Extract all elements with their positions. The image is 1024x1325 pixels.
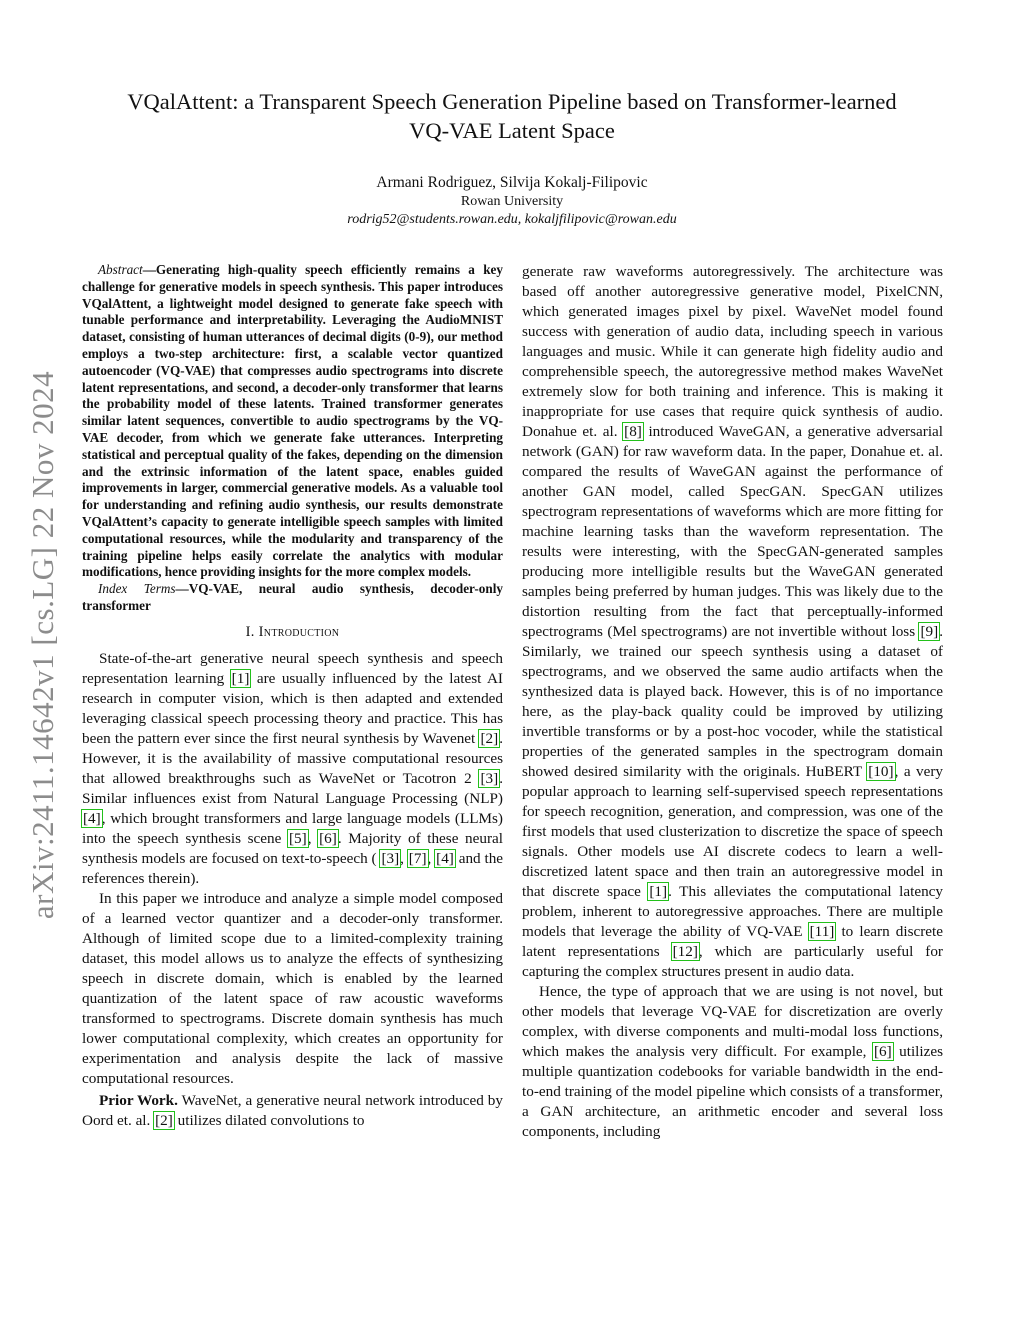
text-run: . Similar influences exist from Natural Language Processing (NLP)	[82, 769, 503, 807]
citation-link[interactable]: [5]	[288, 829, 307, 847]
text-run: Hence, the type of approach that we are using is not novel, but other models that leverage VQ-VAE for discretization are overly complex, with diverse components and multi-modal loss functions, which makes the analysis very difficult. For example,	[522, 983, 943, 1060]
approach-paragraph	[522, 982, 943, 1142]
citation-link[interactable]: [3]	[480, 769, 499, 787]
arxiv-side-stamp	[20, 345, 66, 945]
left-column	[82, 262, 503, 1131]
prior-work-continued	[522, 262, 943, 982]
text-run: . However, it is the availability of massive computational resources that allowed breakthroughs such as WaveNet or Tacotron 2	[82, 729, 503, 787]
affiliation: Rowan University	[460, 194, 564, 209]
index-terms	[82, 581, 503, 615]
citation-link[interactable]: [1]	[649, 883, 668, 900]
citation-link[interactable]: [4]	[436, 849, 454, 867]
authors: Armani Rodriguez, Silvija Kokalj-Filipovic	[376, 174, 648, 191]
abstract-text: —Generating high-quality speech efficiently remains a key challenge for generative models in speech synthesis. This paper introduces VQalAttent, a lightweight model designed to generate fake speech with tunable performance and interpretability. Leveraging the AudioMNIST dataset, consisting of human utterances of decimal digits (0-9), our method employs a two-step architecture: first, a scalable vector quantized autoencoder (VQ-VAE) that compresses audio spectrograms into discrete latent representations, and second, a decoder-only transformer that learns the probability model of these latents. Trained transformer generates similar latent sequences, convertible to audio spectrograms by the VQ-VAE decoder, from which we generate fake utterances. Interpreting statistical and perceptual quality of the fakes, depending on the dimension and the extrinsic information of the latent space, enables guided improvements in larger, commercial generative models. As a valuable tool for understanding and refining audio synthesis, our results demonstrate VQalAttent’s capacity to generate intelligible speech samples with limited computational resources, while the modularity and transparency of the training pipeline helps easily correlate the analytics with modular modifications, hence providing insights for the more complex models.	[82, 262, 503, 580]
citation-link[interactable]: [12]	[672, 943, 698, 960]
intro-paragraph-2: In this paper we introduce and analyze a simple model composed of a learned vector quantizer and a decoder-only transformer. Although of limited scope due to a limited-complexity training dataset, this model allows us to analyze the effects of synthesizing speech in discrete domain, which is enabled by the learned quantization of the latent space of raw acoustic waveforms transformed to spectrograms. Discrete domain synthesis has much lower computational complexity, which creates an opportunity for experimentation and analysis despite the lack of massive computational resources.	[82, 889, 503, 1087]
citation-link[interactable]: [4]	[83, 809, 101, 827]
text-run: and the references therein).	[82, 849, 504, 887]
author-emails[interactable]: rodrig52@students.rowan.edu, kokaljfilipovic@rowan.edu	[347, 212, 677, 227]
abstract-label: Abstract	[98, 262, 143, 277]
text-run: generate raw waveforms autoregressively. The architecture was based off another autoregressive generative model, PixelCNN, which generated images pixel by pixel. WaveNet model found success with generation of audio data, including speech in various languages and music. While it can generate high fidelity audio and comprehensible speech, the autoregressive method makes WaveNet extremely slow for both training and inference. This is making it inappropriate for use cases that require quick synthesis of audio. Donahue et. al.	[522, 263, 943, 440]
text-run: State-of-the-art generative neural speech synthesis and speech representation learning	[82, 649, 503, 687]
text-run: utilizes multiple quantization codebooks for variable bandwidth in the end-to-end training of the model pipeline which consists of a transformer, a GAN architecture, an arithmetic encoder and several loss components, including	[522, 1043, 943, 1140]
arxiv-identifier[interactable]: arXiv:2411.14642v1 [cs.LG] 22 Nov 2024	[25, 370, 60, 920]
text-run: WaveNet, a generative neural network introduced by Oord et. al.	[82, 1091, 503, 1129]
text-run: are usually influenced by the latest AI research in computer vision, which is then adapted and extended leveraging classical speech processing theory and practice. This has been the pattern ever since the first neural synthesis by Wavenet	[82, 669, 503, 747]
text-run: ,	[307, 829, 319, 847]
text-run: , a very popular approach to learning self-supervised speech representations for speech recognition, generation, and compression, was one of the first models that used clusterization to discretize the space of speech signals. Other models use AI discrete codecs to learn a well-discretized latent space and then train an autoregressive model in that discrete space	[522, 763, 943, 900]
text-run: , which are particularly useful for capturing the complex structures present in audio data.	[522, 943, 943, 980]
citation-link[interactable]: [2]	[480, 729, 499, 747]
citation-link[interactable]: [6]	[319, 829, 337, 847]
text-run: . This alleviates the computational latency problem, inherent to autoregressive approaches. There are multiple models that leverage the ability of VQ-VAE	[522, 883, 943, 940]
intro-paragraph-1	[82, 649, 503, 889]
citation-link[interactable]: [11]	[809, 923, 835, 940]
text-run: . Similarly, we trained our speech synthesis using a dataset of spectrograms, and we observed the same audio artifacts when the synthesized data is played back. However, this is of no importance here, as the play-back quality could be improved by utilizing invertible transforms or by a post-hoc vocoder, while the statistical properties of the generated samples in the spectrogram domain showed desired similarity with the originals. HuBERT	[522, 623, 943, 780]
title-line-2: VQ-VAE Latent Space	[409, 118, 615, 143]
section-numeral: I.	[245, 623, 255, 640]
text-run: introduced WaveGAN, a generative adversarial network (GAN) for raw waveform data. In the paper, Donahue et. al. compared the results of WaveGAN against the performance of another GAN model, called SpecGAN. SpecGAN utilizes spectrogram representations of waveforms which are more fitting for machine learning tasks than the waveform representation. The results were interesting, with the SpecGAN-generated samples producing more intelligible results but the WaveGAN generated samples being preferred by human judges. This was likely due to the distortion resulting from the fact that perceptually-informed spectrograms (Mel spectrograms) are not invertible without loss	[522, 423, 944, 640]
citation-link[interactable]: [9]	[920, 623, 939, 640]
prior-work-runin: Prior Work.	[99, 1091, 178, 1109]
text-run: utilizes dilated convolutions to	[173, 1111, 365, 1129]
title-line-1: VQalAttent: a Transparent Speech Generation Pipeline based on Transformer-learned	[127, 89, 897, 114]
text-run: to learn discrete latent representations	[522, 923, 944, 960]
index-terms-text: —VQ-VAE, neural audio synthesis, decoder-only transformer	[82, 581, 503, 613]
text-run: ,	[427, 849, 436, 867]
abstract	[82, 262, 503, 581]
citation-link[interactable]: [6]	[873, 1043, 892, 1060]
citation-link[interactable]: [8]	[624, 423, 642, 440]
section-title: Introduction	[258, 623, 340, 640]
citation-link[interactable]: [10]	[868, 763, 894, 780]
paper-title	[80, 87, 944, 145]
text-run: . Majority of these neural synthesis models are focused on text-to-speech (	[82, 829, 503, 867]
text-run: , which brought transformers and large language models (LLMs) into the speech synthesis scene	[82, 809, 503, 847]
index-terms-label: Index Terms	[98, 581, 176, 597]
citation-link[interactable]: [2]	[155, 1111, 173, 1129]
citation-link[interactable]: [3]	[381, 849, 400, 867]
citation-link[interactable]: [7]	[408, 849, 427, 867]
prior-work-paragraph	[82, 1091, 503, 1131]
citation-link[interactable]: [1]	[231, 669, 250, 687]
section-heading	[82, 622, 503, 642]
right-column	[522, 262, 943, 1142]
text-run: ,	[400, 849, 408, 867]
